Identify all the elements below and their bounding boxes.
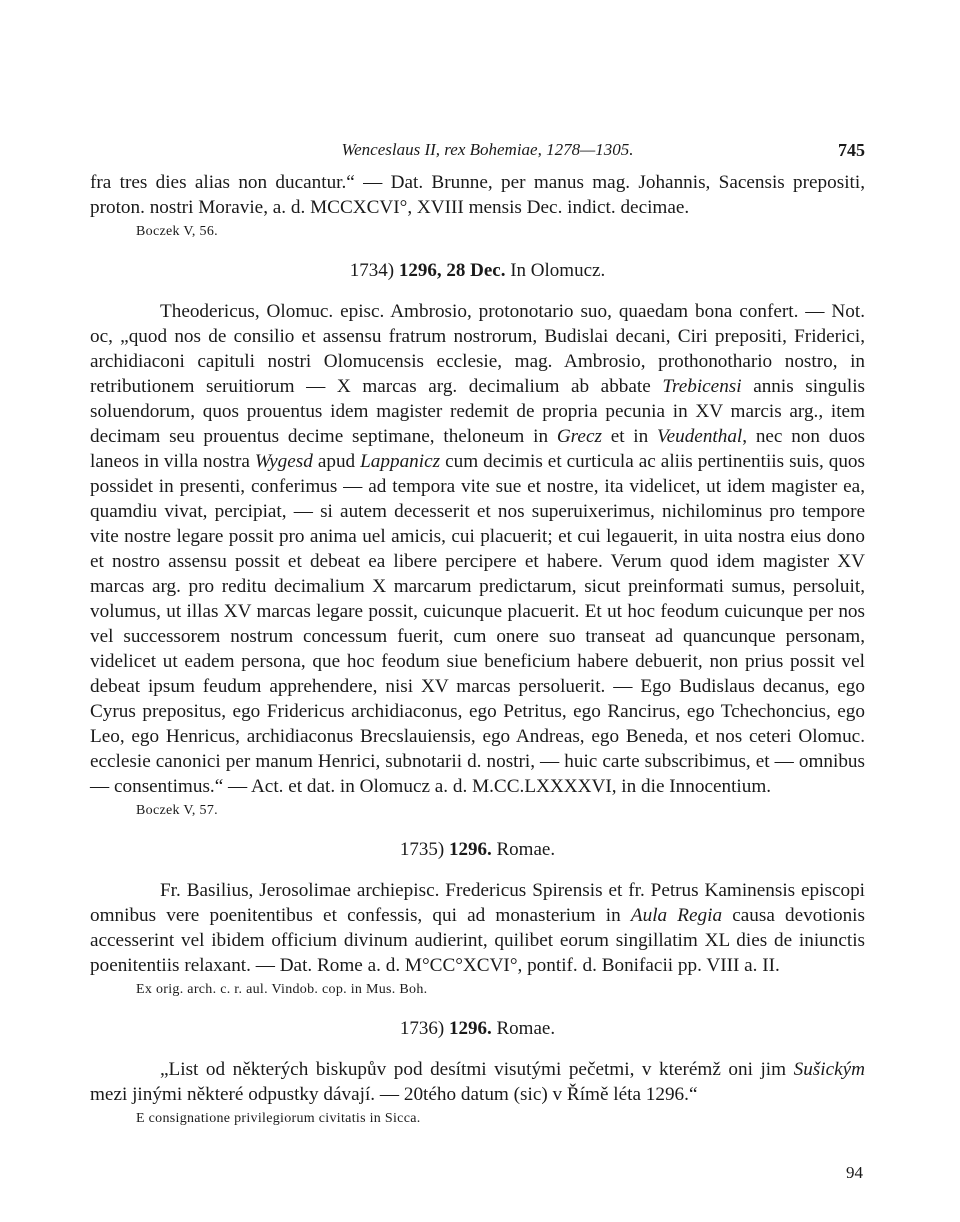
doc-1734-part: annis singulis soluendorum, quos prouentus idem magister redemit de propria pecunia in XV marcis arg., item decimam seu prouentus decime septimane, theloneum in — [90, 376, 865, 447]
doc-1735-part: Fr. Basilius, Jerosolimae archiepisc. Fredericus Spirensis et fr. Petrus Kaminensis episcopi omnibus vere poenitentibus et confessis, qui ad monasterium in — [90, 880, 865, 926]
doc-1734-place-wygesd: Wygesd — [254, 451, 313, 472]
doc-1734-part: Theodericus, Olomuc. episc. Ambrosio, protonotario suo, quaedam bona confert. — Not. oc, „quod nos de consilio et assensu fratrum nostrorum, Budislai decani, Ciri prepositi, Friderici, archidiaconi capituli nostri Olomucensis ecclesie, mag. Ambrosio, prothonothario nostro, in retributionem seruitiorum — X marcas arg. decimalium ab abbate — [90, 301, 865, 397]
doc-1734-place-trebic: Trebicensi — [662, 376, 742, 397]
continuation-text: fra tres dies alias non ducantur.“ — Dat. Brunne, per manus mag. Johannis, Sacensis prepositi, proton. nostri Moravie, a. d. MCCXCVI°, XVIII mensis Dec. indict. decimae. — [90, 172, 865, 218]
doc-1734-part: et in — [601, 426, 657, 447]
doc-1734-place-veudenthal: Veudenthal — [657, 426, 743, 447]
doc-1734-number: 1734) — [349, 260, 395, 281]
continuation-source: Boczek V, 56. — [136, 224, 218, 239]
doc-1734-source: Boczek V, 57. — [136, 803, 218, 818]
doc-1734-place-lappanicz: Lappanicz — [360, 451, 441, 472]
doc-1735-date: 1296. — [449, 839, 492, 860]
doc-1734-text — [90, 299, 865, 799]
doc-1736-place: Romae. — [496, 1018, 556, 1039]
doc-1736-part: mezi jinými některé odpustky dávají. — 20tého datum (sic) v Římě léta 1296.“ — [90, 1084, 698, 1105]
doc-1735-source: Ex orig. arch. c. r. aul. Vindob. cop. in Mus. Boh. — [136, 982, 428, 997]
running-header — [90, 130, 865, 170]
doc-1736-place-susicky: Sušickým — [793, 1059, 865, 1080]
doc-1734-place-grecz: Grecz — [556, 426, 602, 447]
page — [90, 130, 866, 1182]
running-title: Wenceslaus II, rex Bohemiae, 1278—1305. — [341, 140, 634, 159]
signature-mark: 94 — [846, 1163, 863, 1182]
page-number: 745 — [838, 140, 865, 160]
doc-1735-heading — [90, 837, 865, 862]
doc-1734-part: cum decimis et curticula ac aliis pertinentiis suis, quos possidet in presenti, conferimus — ad tempora vite sue et nostre, ita videlicet, ut idem magister ea, quamdiu vivat, percipiat, — si autem decesserit et nos superuixerimus, nichilominus pro tempore vite nostre legare possit pro anima uel amicis, cui placuerit; et cui legauerit, in uita nostra eius dono et nostro assensu possit et debeat ea libere percipere et habere. Verum quod idem magister XV marcas arg. pro reditu decimalium X marcarum predictarum, sicut preinformati sumus, persoluit, volumus, ut illas XV marcas legare possit, cuicunque placuerit. Et ut hoc feodum cuicunque per nos vel successorem nostrum concessum fuerit, cum onere suo transeat ad quancunque personam, videlicet ut eadem persona, que hoc feodum siue beneficium habere debuerit, non prius possit vel debeat ipsum feudum apprehendere, nisi XV marcas persoluerit. — Ego Budislaus decanus, ego Cyrus prepositus, ego Fridericus archidiaconus, ego Petritus, ego Rancirus, ego Tchechoncius, ego Leo, ego Henricus, archidiaconus Brecslauiensis, ego Andreas, ego Beneda, et nos ceteri Olomuc. ecclesie canonici per manum Henrici, subnotarii d. nostri, — huic carte subscribimus, et — omnibus — consentimus.“ — Act. et dat. in Olomucz a. d. M.CC.LXXXXVI, in die Innocentium. — [90, 451, 865, 797]
doc-1735-number: 1735) — [399, 839, 445, 860]
doc-1734-part: , nec non duos laneos in villa nostra — [90, 426, 866, 472]
doc-1735-text — [90, 878, 865, 978]
doc-1736-heading — [90, 1016, 865, 1041]
doc-1735-part: causa devotionis accesserint vel ibidem officium divinum audierint, quilibet eorum singillatim XL dies de iniunctis poenitentiis relaxant. — Dat. Rome a. d. M°CC°XCVI°, pontif. d. Bonifacii pp. VIII a. II. — [90, 905, 865, 976]
doc-1735-place: Romae. — [496, 839, 556, 860]
doc-1736-text — [90, 1057, 865, 1107]
doc-1734-place: In Olomucz. — [510, 260, 606, 281]
doc-1736-part: „List od některých biskupův pod desítmi visutými pečetmi, v kterémž oni jim — [160, 1059, 794, 1080]
doc-1734-part: apud — [312, 451, 361, 472]
doc-1735-place-aula-regia: Aula Regia — [630, 905, 723, 926]
doc-1736-source: E consignatione privilegiorum civitatis in Sicca. — [136, 1111, 421, 1126]
doc-1734-date: 1296, 28 Dec. — [398, 260, 506, 281]
doc-1734-heading — [90, 258, 865, 283]
doc-1736-number: 1736) — [399, 1018, 445, 1039]
doc-1736-date: 1296. — [449, 1018, 492, 1039]
